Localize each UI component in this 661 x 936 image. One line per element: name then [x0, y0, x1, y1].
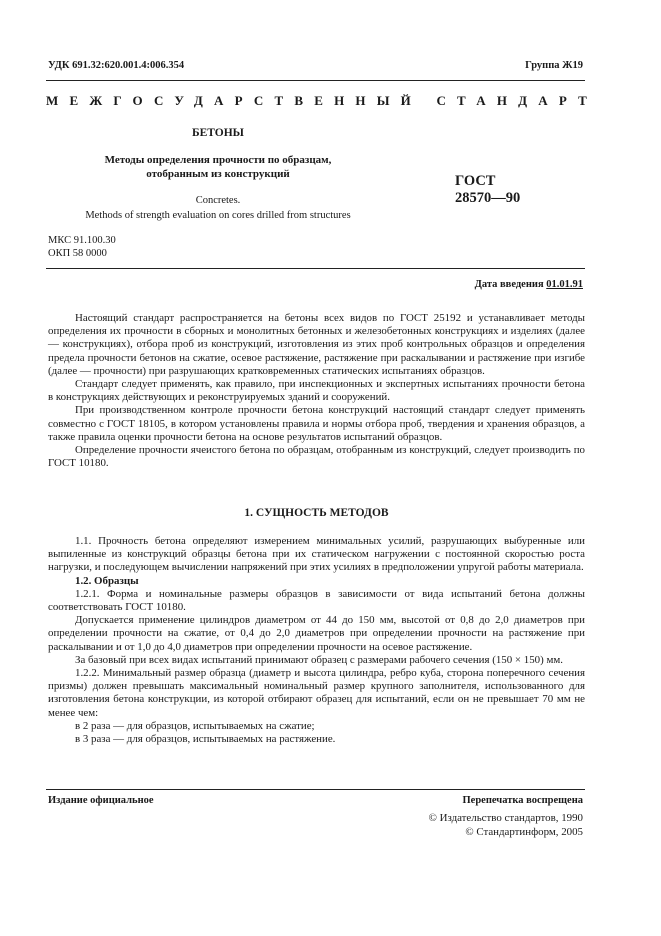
- intro-paragraph: Настоящий стандарт распространяется на бетоны всех видов по ГОСТ 25192 и устанавливает методы определения их прочности в сборных и монолитных бетонных и железобетонных конструкциях и изделиях (далее — конструкциях), отбора проб из конструкций, изготовления из этих проб контрольных образцов и определения предела прочности бетонов на сжатие, осевое растяжение, растяжение при раскалывании и растяжение при изгибе (далее — прочности) при разрушающих кратковременных статических испытаниях образцов.: [48, 312, 585, 377]
- list-item: в 2 раза — для образцов, испытываемых на сжатие;: [75, 719, 315, 732]
- section-heading: 1. СУЩНОСТЬ МЕТОДОВ: [244, 507, 389, 519]
- english-title-line-1: Concretes.: [195, 195, 241, 206]
- date-divider: [46, 268, 585, 269]
- copyright-block: [429, 812, 583, 839]
- clause-1-2-1-allowance: Допускается применение цилиндров диаметром от 44 до 150 мм, высотой от 0,8 до 2,0 диаметров при определении прочности на сжатие, от 0,4 до 2,0 диаметров при определении прочности на растяжение при раскалывании и от 1,0 до 4,0 диаметров при определении прочности на осевое растяжение.: [48, 614, 585, 653]
- subtitle-line-1: Методы определения прочности по образцам,: [104, 154, 332, 166]
- clause-1-2-1: 1.2.1. Форма и номинальные размеры образцов в зависимости от вида испытаний бетона должны соответствовать ГОСТ 10180.: [48, 587, 585, 614]
- gost-label: ГОСТ: [455, 173, 496, 189]
- gost-designation: [455, 173, 520, 207]
- udk-code: УДК 691.32:620.001.4:006.354: [48, 60, 185, 71]
- clause-1-1: 1.1. Прочность бетона определяют измерением минимальных усилий, разрушающих выбуренные или выпиленные из конструкций образцы бетона при их статическом нагружении с постоянной скоростью роста нагрузки, и последующем вычислении напряжений при этих усилиях в предположении упругой работы материала.: [48, 535, 585, 574]
- subtitle-line-2: отобранным из конструкций: [146, 168, 290, 180]
- intro-date: [475, 279, 583, 290]
- official-edition-label: Издание официальное: [48, 795, 154, 806]
- copyright-line: © Издательство стандартов, 1990: [428, 812, 583, 824]
- list-item: в 3 раза — для образцов, испытываемых на растяжение.: [75, 733, 336, 746]
- header-divider: [46, 80, 585, 81]
- intro-date-label: Дата введения: [474, 279, 547, 290]
- okp-code: ОКП 58 0000: [48, 247, 107, 259]
- copyright-line: © Стандартинформ, 2005: [465, 825, 583, 838]
- gost-number: 28570—90: [455, 190, 521, 206]
- footer-divider: [46, 789, 585, 790]
- section-1-body: [48, 535, 585, 746]
- group-code: Группа Ж19: [525, 60, 583, 71]
- clause-1-2-title: 1.2. Образцы: [75, 574, 139, 587]
- intro-paragraph: Определение прочности ячеистого бетона по образцам, отобранным из конструкций, следует производить по ГОСТ 10180.: [48, 444, 585, 470]
- classification-codes: [48, 235, 116, 260]
- interstate-standard-banner: МЕЖГОСУДАРСТВЕННЫЙ СТАНДАРТ: [46, 93, 599, 108]
- clause-1-2-1-base-specimen: За базовый при всех видах испытаний принимают образец с размерами рабочего сечения (150 × 150) мм.: [75, 653, 563, 666]
- intro-paragraph: Стандарт следует применять, как правило, при инспекционных и экспертных испытаниях прочности бетона в конструкциях действующих и реконструируемых зданий и сооружений.: [48, 378, 585, 404]
- reprint-prohibited-label: Перепечатка воспрещена: [462, 795, 583, 806]
- document-subtitle: [48, 153, 388, 181]
- english-title: [48, 194, 388, 223]
- intro-date-value: 01.01.91: [546, 279, 583, 290]
- mks-code: МКС 91.100.30: [48, 235, 116, 246]
- document-title: БЕТОНЫ: [192, 127, 244, 139]
- english-title-line-2: Methods of strength evaluation on cores drilled from structures: [85, 209, 351, 221]
- clause-1-2-2: 1.2.2. Минимальный размер образца (диаметр и высота цилиндра, ребро куба, сторона поперечного сечения призмы) должен превышать максимальный номинальный размер крупного заполнителя, использованного для изготовления бетона конструкции, из которой отбирают образец для испытаний, если он не превышает 70 мм не менее чем:: [48, 667, 585, 719]
- intro-paragraph: При производственном контроле прочности бетона конструкций настоящий стандарт следует применять совместно с ГОСТ 18105, в котором установлены правила и нормы отбора проб, твердения и хранения образцов, а также правила оценки прочности бетона на основе результатов испытаний образцов.: [48, 404, 585, 443]
- introduction: [48, 312, 585, 470]
